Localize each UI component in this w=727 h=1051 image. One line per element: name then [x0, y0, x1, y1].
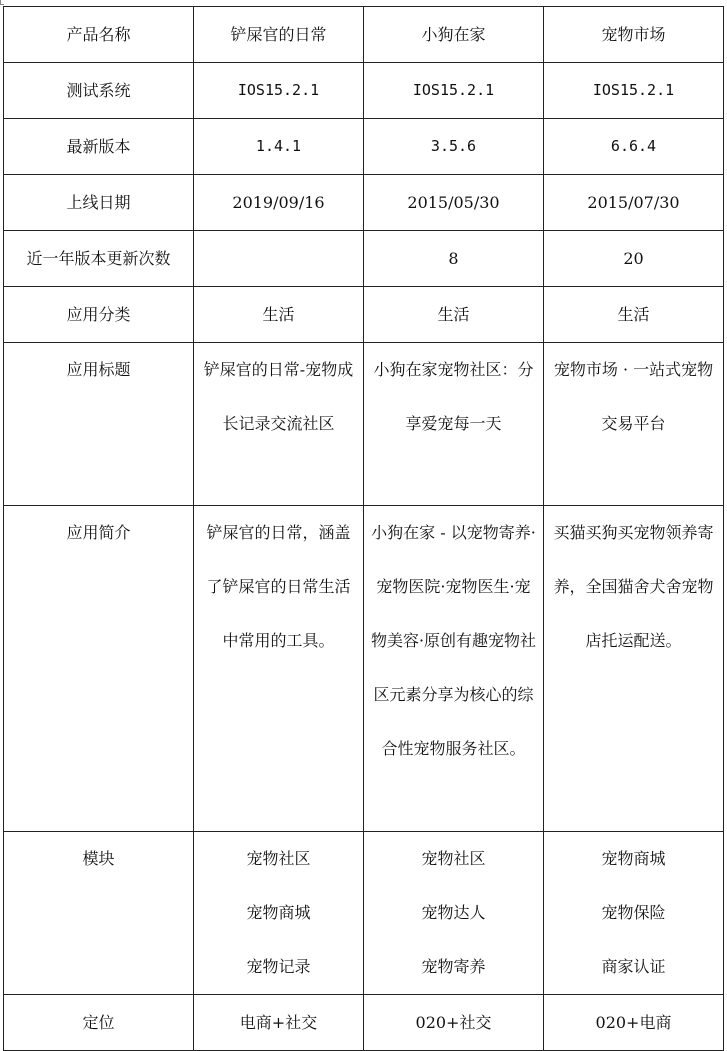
table-cell: 买猫买狗买宠物领养寄养，全国猫舍犬舍宠物店托运配送。 [544, 506, 724, 832]
table-cell: IOS15.2.1 [544, 63, 724, 119]
header-cell-product-1: 铲屎官的日常 [194, 7, 364, 63]
table-cell: 1.4.1 [194, 119, 364, 175]
table-row [4, 343, 724, 506]
header-cell-product-2: 小狗在家 [364, 7, 544, 63]
module-item: 宠物社区 [421, 849, 486, 868]
header-cell-label: 产品名称 [4, 7, 194, 63]
table-cell: 8 [364, 231, 544, 287]
table-cell: 铲屎官的日常-宠物成长记录交流社区 [194, 343, 364, 506]
row-label: 最新版本 [4, 119, 194, 175]
table-cell: 2015/05/30 [364, 175, 544, 231]
row-label: 应用分类 [4, 287, 194, 343]
table-cell: IOS15.2.1 [194, 63, 364, 119]
row-label: 应用简介 [4, 506, 194, 832]
row-label: 应用标题 [4, 343, 194, 506]
table-cell [364, 832, 544, 995]
row-label: 模块 [4, 832, 194, 995]
table-cell: 6.6.4 [544, 119, 724, 175]
row-label: 近一年版本更新次数 [4, 231, 194, 287]
module-item: 宠物保险 [601, 903, 666, 922]
table-cell: 3.5.6 [364, 119, 544, 175]
table-row [4, 63, 724, 119]
table-row [4, 506, 724, 832]
table-cell: 宠物市场 · 一站式宠物交易平台 [544, 343, 724, 506]
table-cell: 生活 [544, 287, 724, 343]
module-item: 宠物达人 [421, 903, 486, 922]
table-cell: 小狗在家 - 以宠物寄养·宠物医院·宠物医生·宠物美容·原创有趣宠物社区元素分享为核心的综合性宠物服务社区。 [364, 506, 544, 832]
table-cell: 铲屎官的日常，涵盖了铲屎官的日常生活中常用的工具。 [194, 506, 364, 832]
module-item: 商家认证 [601, 957, 666, 976]
row-label: 定位 [4, 995, 194, 1051]
module-item: 宠物记录 [246, 957, 311, 976]
table-cell: 小狗在家宠物社区：分享爱宠每一天 [364, 343, 544, 506]
corner-mark [0, 0, 4, 5]
table-cell [194, 231, 364, 287]
module-item: 宠物商城 [601, 849, 666, 868]
row-label: 上线日期 [4, 175, 194, 231]
header-cell-product-3: 宠物市场 [544, 7, 724, 63]
table-cell: 2019/09/16 [194, 175, 364, 231]
table-cell [194, 832, 364, 995]
table-row [4, 119, 724, 175]
table-row [4, 995, 724, 1051]
table-cell: 电商+社交 [194, 995, 364, 1051]
table-cell [544, 832, 724, 995]
module-item: 宠物商城 [246, 903, 311, 922]
table-cell: 20 [544, 231, 724, 287]
row-label: 测试系统 [4, 63, 194, 119]
header-row [4, 7, 724, 63]
table-row [4, 832, 724, 995]
comparison-table [3, 6, 724, 1051]
table-row [4, 231, 724, 287]
table-row [4, 287, 724, 343]
table-row [4, 175, 724, 231]
table-cell: 020+电商 [544, 995, 724, 1051]
table-cell: 生活 [364, 287, 544, 343]
table-cell: 生活 [194, 287, 364, 343]
table-cell: 2015/07/30 [544, 175, 724, 231]
table-cell: 020+社交 [364, 995, 544, 1051]
module-item: 宠物社区 [246, 849, 311, 868]
table-cell: IOS15.2.1 [364, 63, 544, 119]
module-item: 宠物寄养 [421, 957, 486, 976]
